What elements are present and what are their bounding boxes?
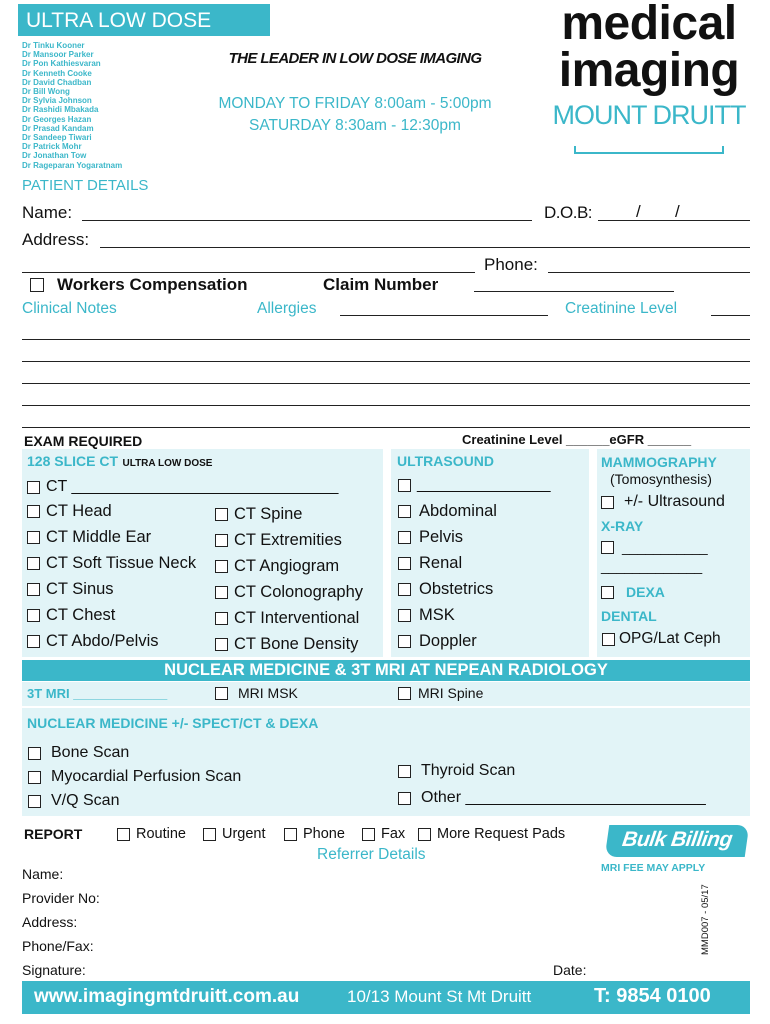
hours-weekday: MONDAY TO FRIDAY 8:00am - 5:00pm [218,95,492,112]
checkbox-box[interactable] [601,541,614,554]
workers-comp-checkbox[interactable] [30,275,248,295]
nm-item-label: V/Q Scan [51,792,120,809]
checkbox-box[interactable] [398,687,411,700]
thyroid-checkbox[interactable] [398,762,515,780]
doctor-name: Dr Rashidi Mbakada [22,105,99,115]
ct-left-item-label: CT Head [46,502,112,520]
checkbox-box[interactable] [398,505,411,518]
checkbox-box[interactable] [215,534,228,547]
us-item-checkbox[interactable] [398,528,463,547]
ct-right-item-label: CT Colonography [234,583,364,601]
logo-imaging: imaging [558,44,740,97]
ct-left-item-label: CT Chest [46,606,116,624]
xray-blank-2: _____________ [601,558,703,574]
ultrasound-title: ULTRASOUND [397,453,494,469]
address-field-2[interactable] [22,255,475,273]
footer-phone: T: 9854 0100 [594,985,711,1007]
mammography-title: MAMMOGRAPHY [601,454,717,470]
us-item-label: MSK [419,606,455,624]
report-option-checkbox[interactable] [203,826,266,842]
nm-item-label: Myocardial Perfusion Scan [51,768,242,785]
header-banner [18,4,270,36]
checkbox-box[interactable] [215,508,228,521]
nm-item-label: Bone Scan [51,744,130,761]
doctor-name: Dr Bill Wong [22,87,70,97]
us-item-label: Doppler [419,632,477,650]
checkbox-box[interactable] [215,638,228,651]
dob-sep-2: / [675,202,680,221]
ct-left-item-checkbox[interactable] [27,528,151,547]
ct-right-item-checkbox[interactable] [215,557,339,576]
nm-other-checkbox[interactable] [398,789,706,807]
ct-right-item-label: CT Angiogram [234,557,340,575]
name-field[interactable] [82,203,532,221]
date-label: Date: [553,962,587,978]
dob-field[interactable] [598,203,750,221]
us-item-label: Pelvis [419,528,464,546]
report-option-label: Urgent [222,826,266,842]
checkbox-box[interactable] [30,278,44,292]
checkbox-box[interactable] [28,795,41,808]
ct-right-item-label: CT Interventional [234,609,360,627]
checkbox-box[interactable] [284,828,297,841]
report-option-checkbox[interactable] [117,826,186,842]
us-item-label: Obstetrics [419,580,494,598]
phone-field[interactable] [548,255,750,273]
logo-medical: medical [561,0,737,50]
referrer-title: Referrer Details [317,846,426,863]
checkbox-box[interactable] [27,481,40,494]
logo-underline [574,146,724,154]
hours-saturday: SATURDAY 8:30am - 12:30pm [249,117,461,134]
checkbox-box[interactable] [418,828,431,841]
mri-spine-label: MRI Spine [418,685,484,701]
ct-title: 128 SLICE CT [27,453,119,469]
mri-spine-checkbox[interactable] [398,685,483,701]
checkbox-box[interactable] [27,635,40,648]
report-option-label: Fax [381,826,406,842]
nuclear-banner [22,660,750,681]
ct-left-item-label: CT Abdo/Pelvis [46,632,159,650]
referrer-field-label: Address: [22,914,78,930]
logo [548,0,750,158]
dexa-checkbox[interactable] [601,584,665,600]
logo-mount-druitt: MOUNT DRUITT [552,100,746,130]
address-field[interactable] [100,230,750,248]
checkbox-box[interactable] [398,479,411,492]
notes-line-1[interactable] [22,322,750,340]
notes-line-3[interactable] [22,366,750,384]
us-item-checkbox[interactable] [398,606,455,625]
doctor-name: Dr Mansoor Parker [22,50,94,60]
referrer-field-label: Signature: [22,962,86,978]
doctor-name: Dr Pon Kathiesvaran [22,59,101,69]
checkbox-box[interactable] [27,505,40,518]
ct-left-item-label: CT Middle Ear [46,528,152,546]
claim-number-field[interactable] [474,274,674,292]
patient-details-title: PATIENT DETAILS [22,177,149,194]
nm-item-checkbox[interactable] [28,768,241,786]
dexa-label: DEXA [626,584,665,600]
report-option-checkbox[interactable] [418,826,565,842]
us-item-checkbox[interactable] [398,632,477,651]
creatinine-egfr: Creatinine Level ______eGFR ______ [462,432,692,447]
checkbox-box[interactable] [27,557,40,570]
referrer-field-label: Name: [22,866,64,882]
ct-right-item-checkbox[interactable] [215,505,302,524]
ct-left-item-checkbox[interactable] [27,502,112,521]
xray-blank-1: ___________ [622,539,708,555]
exam-required-title: EXAM REQUIRED [24,433,143,449]
opg-label: OPG/Lat Ceph [619,630,721,647]
doctor-name: Dr Rageparan Yogaratnam [22,160,123,170]
us-item-checkbox[interactable] [398,554,462,573]
dob-sep-1: / [636,202,641,221]
mammo-us-checkbox[interactable] [601,493,725,511]
ct-right-item-checkbox[interactable] [215,531,342,550]
ct-right-item-checkbox[interactable] [215,609,359,628]
ct-right-item-label: CT Bone Density [234,635,359,653]
bulk-billing-text: Bulk Billing [620,828,734,851]
ct-left-item-label: CT Sinus [46,580,114,598]
nm-item-checkbox[interactable] [28,792,119,810]
ct-left-item-label: CT Soft Tissue Neck [46,554,197,572]
mri-label: 3T MRI _____________ [27,686,168,701]
mri-fee: MRI FEE MAY APPLY [601,862,706,874]
dob-label: D.O.B: [544,203,593,222]
banner-title: ULTRA LOW DOSE [26,9,212,32]
checkbox-box[interactable] [398,765,411,778]
bulk-billing-badge [605,825,749,857]
checkbox-box[interactable] [398,635,411,648]
address-label: Address: [22,230,90,249]
mammography-subtitle: (Tomosynthesis) [610,471,712,487]
checkbox-box[interactable] [398,583,411,596]
checkbox-box[interactable] [203,828,216,841]
nuclear-banner-title: NUCLEAR MEDICINE & 3T MRI AT NEPEAN RADIOLOGY [164,661,608,679]
mri-msk-checkbox[interactable] [215,685,298,701]
checkbox-box[interactable] [398,609,411,622]
report-label: REPORT [24,826,83,842]
us-other-label: _______________ [417,476,551,493]
checkbox-box[interactable] [398,557,411,570]
xray-title: X-RAY [601,518,644,534]
footer-address: 10/13 Mount St Mt Druitt [347,987,532,1006]
ct-title-row [27,453,212,471]
us-item-label: Renal [419,554,463,572]
ct-right-item-label: CT Spine [234,505,303,523]
footer-website[interactable]: www.imagingmtdruitt.com.au [34,986,300,1007]
opg-checkbox[interactable] [602,630,721,648]
doctor-name: Dr David Chadban [22,77,92,87]
claim-number-label: Claim Number [323,275,439,294]
doctor-name: Dr Georges Hazan [22,114,92,124]
ct-other-checkbox[interactable] [27,478,338,496]
thyroid-label: Thyroid Scan [421,762,516,779]
us-item-checkbox[interactable] [398,502,497,521]
checkbox-box[interactable] [398,531,411,544]
doctor-name: Dr Kenneth Cooke [22,68,92,78]
referrer-field-label: Provider No: [22,890,100,906]
doctor-list [22,41,202,170]
report-option-label: Phone [303,826,345,842]
nm-item-checkbox[interactable] [28,744,129,762]
checkbox-box[interactable] [362,828,375,841]
workers-comp-label: Workers Compensation [57,275,248,294]
doctor-name: Dr Jonathan Tow [22,151,87,161]
checkbox-box[interactable] [27,609,40,622]
allergies-label: Allergies [257,300,317,317]
checkbox-box[interactable] [27,531,40,544]
checkbox-box[interactable] [215,687,228,700]
notes-line-2[interactable] [22,344,750,362]
doctor-name: Dr Prasad Kandam [22,123,94,133]
xray-other-checkbox[interactable] [601,539,708,555]
creatinine-label: Creatinine Level [565,300,678,317]
checkbox-box[interactable] [28,747,41,760]
checkbox-box[interactable] [27,583,40,596]
checkbox-box[interactable] [602,633,615,646]
checkbox-box[interactable] [28,771,41,784]
doctor-name: Dr Patrick Mohr [22,142,82,152]
mammo-us-label: +/- Ultrasound [624,493,725,510]
notes-line-5[interactable] [22,410,750,428]
checkbox-box[interactable] [601,586,614,599]
checkbox-box[interactable] [215,612,228,625]
report-option-label: Routine [136,826,186,842]
ct-right-item-label: CT Extremities [234,531,342,549]
checkbox-box[interactable] [215,586,228,599]
footer-bar [22,981,750,1014]
form-code: MMD007 - 05/17 [700,884,711,955]
checkbox-box[interactable] [215,560,228,573]
ct-other-label: CT ______________________________ [46,478,339,495]
name-label: Name: [22,203,73,222]
us-item-label: Abdominal [419,502,497,520]
referrer-field-label: Phone/Fax: [22,938,94,954]
checkbox-box[interactable] [398,792,411,805]
creatinine-field[interactable] [711,300,750,316]
ct-left-item-checkbox[interactable] [27,606,115,625]
checkbox-box[interactable] [117,828,130,841]
doctor-name: Dr Sylvia Johnson [22,96,92,106]
dental-title: DENTAL [601,608,657,624]
report-option-checkbox[interactable] [284,826,345,842]
phone-label: Phone: [484,255,538,274]
ct-left-item-checkbox[interactable] [27,632,159,651]
allergies-field[interactable] [340,300,548,316]
us-item-checkbox[interactable] [398,580,493,599]
report-option-label: More Request Pads [437,826,566,842]
doctor-name: Dr Sandeep Tiwari [22,133,92,143]
tagline: THE LEADER IN LOW DOSE IMAGING [228,50,482,67]
ct-left-item-checkbox[interactable] [27,580,114,599]
ct-left-item-checkbox[interactable] [27,554,196,573]
nm-other-label: Other ___________________________ [421,789,706,806]
doctor-name: Dr Tinku Kooner [22,41,85,50]
ct-right-item-checkbox[interactable] [215,583,363,602]
us-other-checkbox[interactable] [398,476,550,494]
checkbox-box[interactable] [601,496,614,509]
ct-subtitle: ULTRA LOW DOSE [122,458,213,469]
mri-msk-label: MRI MSK [238,685,298,701]
clinical-notes-label: Clinical Notes [22,300,117,317]
report-option-checkbox[interactable] [362,826,405,842]
ct-right-item-checkbox[interactable] [215,635,358,654]
notes-line-4[interactable] [22,388,750,406]
nm-title: NUCLEAR MEDICINE +/- SPECT/CT & DEXA [27,715,319,731]
